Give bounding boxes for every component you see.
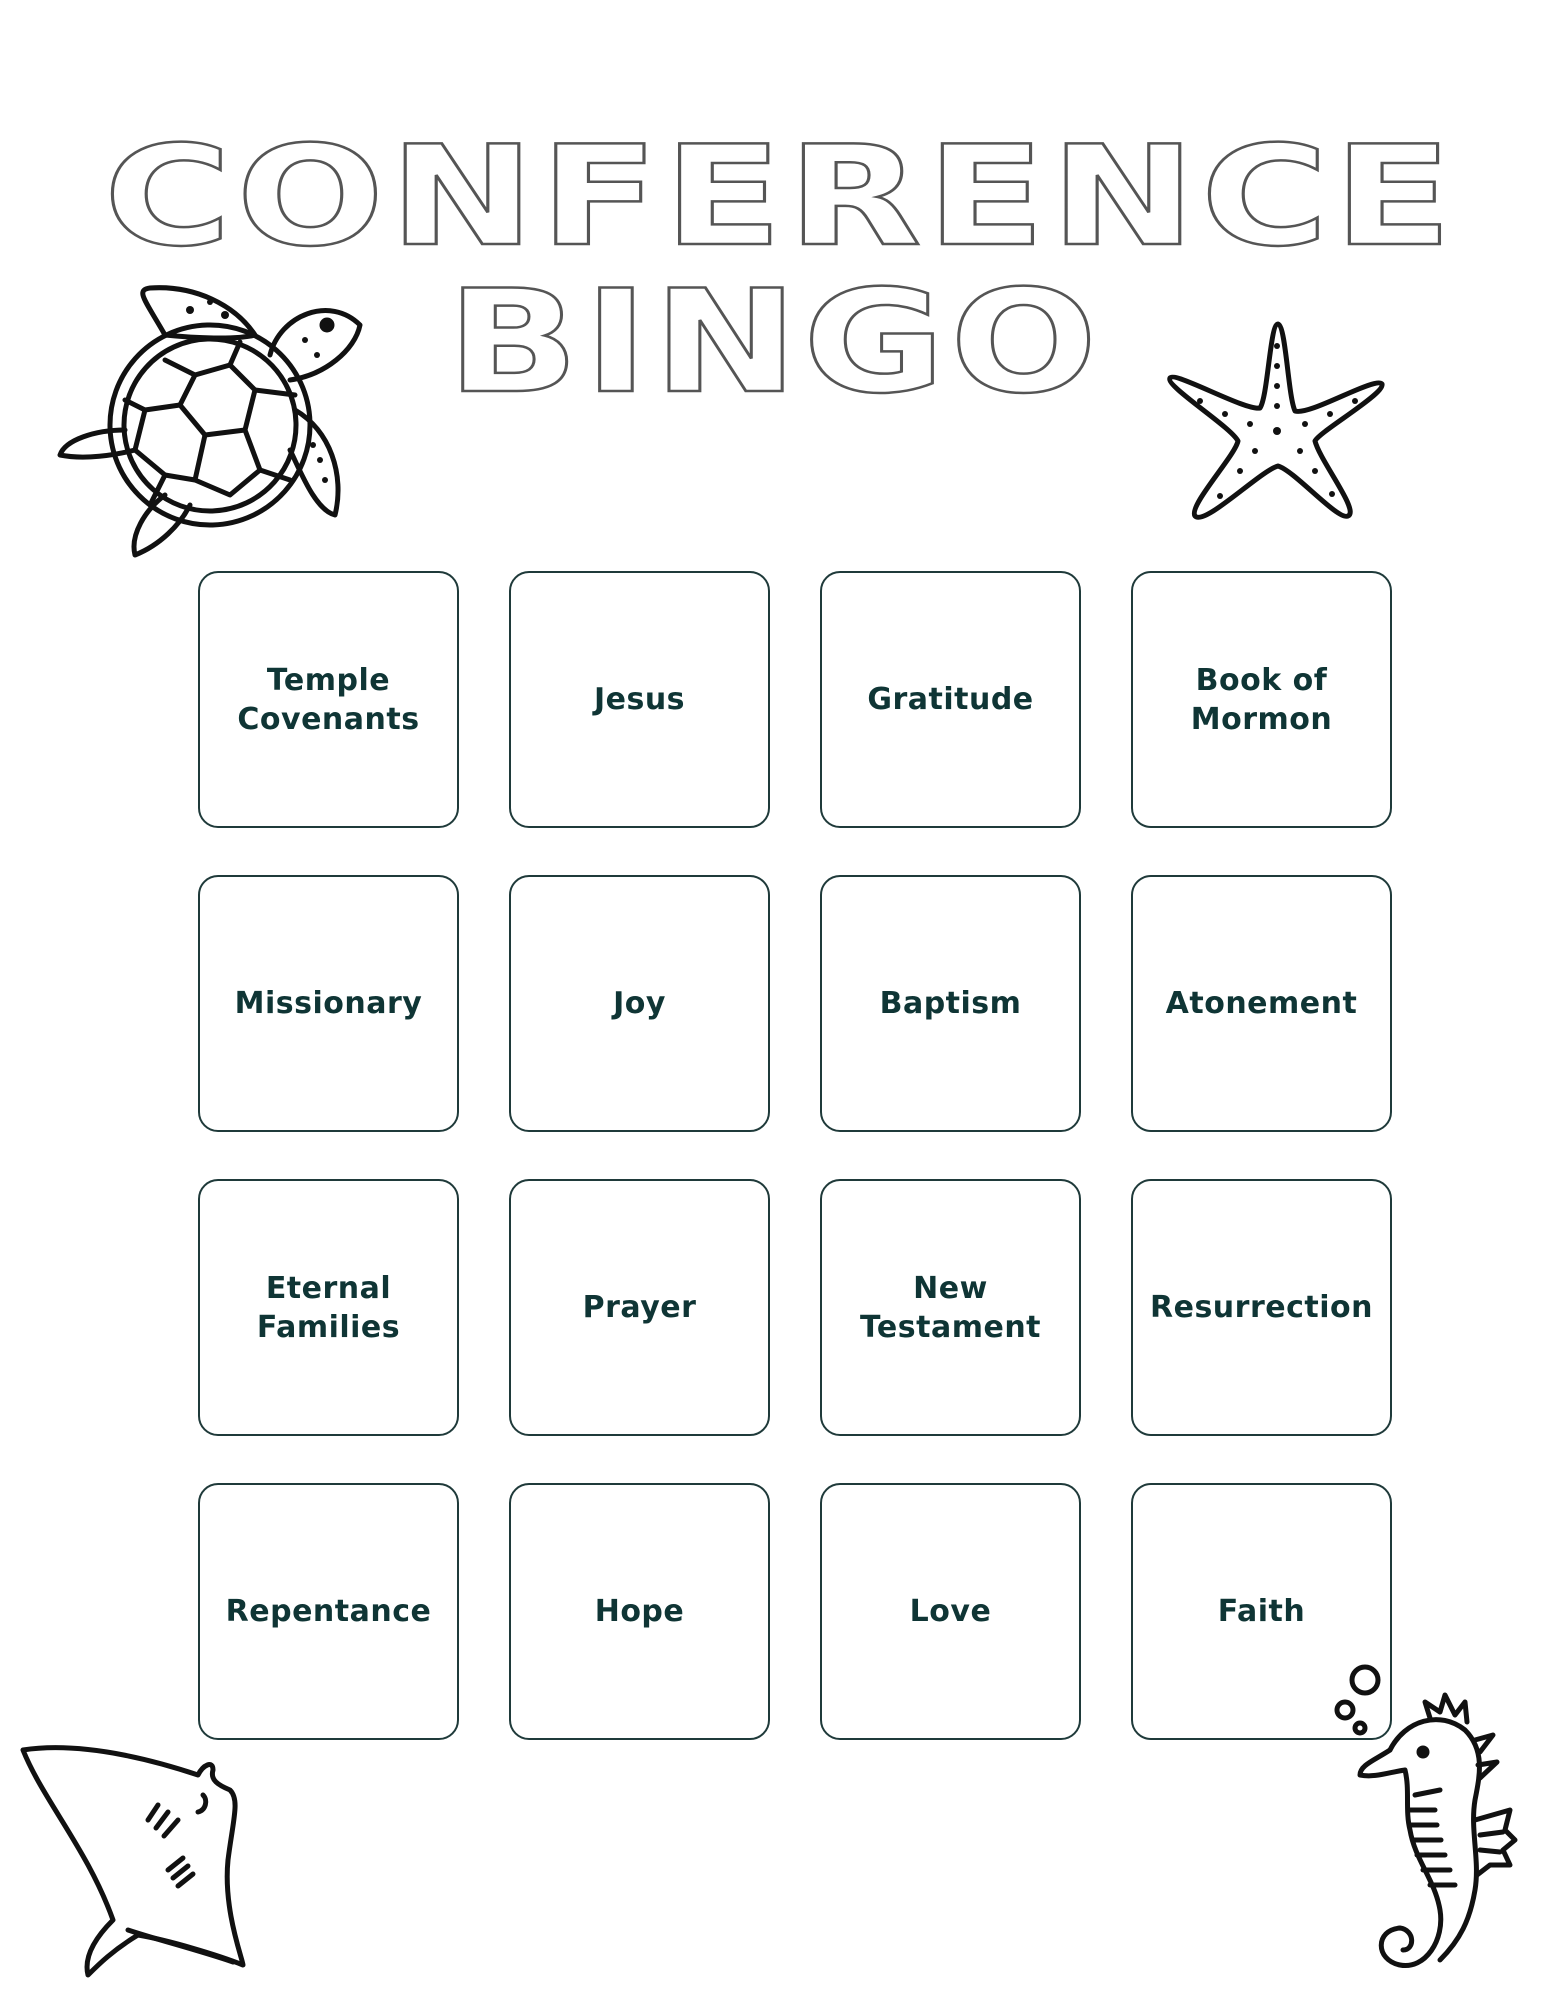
stingray-icon xyxy=(18,1740,253,1980)
bingo-card[interactable] xyxy=(198,1179,459,1436)
bingo-card-label: Atonement xyxy=(1165,986,1358,1021)
bingo-card[interactable] xyxy=(509,571,770,828)
bingo-card[interactable] xyxy=(509,875,770,1132)
bingo-card[interactable] xyxy=(1131,1179,1392,1436)
bingo-card[interactable] xyxy=(820,1179,1081,1436)
bingo-card[interactable] xyxy=(509,1483,770,1740)
bingo-card[interactable] xyxy=(820,571,1081,828)
bingo-card[interactable] xyxy=(198,875,459,1132)
bingo-card-label: New Testament xyxy=(859,1270,1042,1345)
bingo-card-label: Hope xyxy=(594,1594,685,1629)
bingo-card-label: Joy xyxy=(613,986,666,1021)
bingo-card[interactable] xyxy=(1131,875,1392,1132)
bingo-card-label: Prayer xyxy=(582,1290,697,1325)
bingo-card-label: Gratitude xyxy=(867,682,1034,717)
bingo-card[interactable] xyxy=(820,875,1081,1132)
page-title-line-2: BINGO xyxy=(446,260,1103,425)
bingo-card-label: Book of Mormon xyxy=(1190,662,1333,737)
starfish-icon xyxy=(1160,316,1390,526)
bingo-card[interactable] xyxy=(198,571,459,828)
bingo-card-label: Resurrection xyxy=(1150,1290,1373,1325)
seahorse-icon xyxy=(1315,1660,1520,1990)
bingo-card-label: Faith xyxy=(1217,1594,1306,1629)
bingo-card[interactable] xyxy=(198,1483,459,1740)
bingo-card-grid xyxy=(198,571,1392,1740)
bingo-card-label: Love xyxy=(909,1594,992,1629)
page-title-line-1: CONFERENCE xyxy=(103,116,1458,277)
bingo-card[interactable] xyxy=(509,1179,770,1436)
bingo-card-label: Jesus xyxy=(593,682,686,717)
bingo-card[interactable] xyxy=(1131,571,1392,828)
bingo-card-label: Missionary xyxy=(234,986,423,1021)
bingo-card-label: Baptism xyxy=(879,986,1022,1021)
sea-turtle-icon xyxy=(55,280,365,565)
bingo-card[interactable] xyxy=(820,1483,1081,1740)
bingo-card-label: Temple Covenants xyxy=(237,662,420,737)
bingo-card-label: Repentance xyxy=(225,1594,432,1629)
bingo-card-label: Eternal Families xyxy=(256,1270,401,1345)
